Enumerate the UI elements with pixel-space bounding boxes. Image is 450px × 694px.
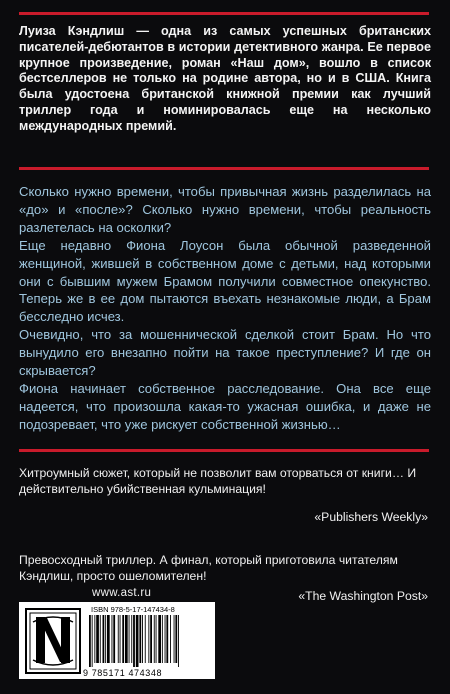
synopsis-paragraph: Фиона начинает собственное расследование. Она все еще надеется, что произошла какая-то ужасная ошибка, и даже не подозревает, что уже рискует собственной жизнью… (19, 380, 431, 432)
synopsis-paragraph: Сколько нужно времени, чтобы привычная жизнь разделилась на «до» и «после»? Сколько нужно времени, чтобы реальность разлетелась на осколки? (19, 184, 431, 235)
author-intro-text: Луиза Кэндлиш — одна из самых успешных британских писателей-дебютантов в истории детективного жанра. Ее первое крупное произведение, роман «Наш дом», вошло в список бестселлеров не только на родине автора, но и в США. Книга была удостоена британской книжной премии как лучший триллер года и номинировалась еще на несколько международных премий. (19, 24, 431, 133)
barcode-bar (178, 615, 179, 667)
review-source: «The Washington Post» (298, 589, 428, 603)
barcode-bar (133, 615, 135, 667)
barcode-bar (113, 615, 115, 663)
barcode-bar (122, 615, 124, 663)
barcode-bar (156, 615, 157, 663)
review-source: «Publishers Weekly» (314, 510, 428, 524)
barcode-digits: 9 785171 474348 (83, 668, 163, 678)
barcode-bar (154, 615, 155, 663)
barcode-bar (105, 615, 106, 663)
barcode-bar (142, 615, 143, 663)
publisher-n-logo-icon (25, 608, 81, 674)
barcode-bar (165, 615, 166, 663)
barcode-bar (145, 615, 146, 663)
isbn-number: ISBN 978-5-17-147434-8 (91, 605, 175, 614)
barcode-bar (162, 615, 163, 663)
barcode-bar (125, 615, 128, 663)
synopsis-paragraph: Очевидно, что за мошеннической сделкой стоит Брам. Но что вынудило его внезапно пойти на такое преступление? И где он скрывается? (19, 327, 431, 379)
barcode-bar (136, 615, 139, 667)
synopsis-paragraph: Еще недавно Фиона Лоусон была обычной разведенной женщиной, жившей в собственном доме с детьми, над которыми они с бывшим мужем Брамом получили совместное опекунство. Теперь же в ее дом пытаются въехать незнакомые люди, а Брам бесследно исчез. (19, 237, 431, 325)
barcode-bar (148, 615, 149, 663)
review-quote: Хитроумный сюжет, который не позволит вам оторваться от книги… И действительно убийственная кульминация! (19, 466, 417, 496)
review-quote: Превосходный триллер. А финал, который приготовила читателям Кэндлиш, просто ошеломителен! (19, 553, 398, 583)
barcode-bar (120, 615, 121, 663)
barcode-bar (131, 615, 132, 663)
middle-red-rule (19, 167, 429, 170)
barcode-bar (94, 615, 95, 663)
top-red-rule (19, 12, 429, 15)
barcode-bar (100, 615, 101, 663)
barcode-bar (150, 615, 152, 663)
barcode-bar (166, 615, 168, 663)
publisher-url: www.ast.ru (92, 587, 152, 599)
ean-barcode (87, 615, 211, 667)
synopsis-block (19, 183, 431, 434)
barcode-bar (118, 615, 119, 663)
barcode-bar (96, 615, 99, 663)
isbn-barcode-panel (19, 602, 215, 679)
barcode-bar (107, 615, 110, 663)
barcode-bar (89, 615, 91, 667)
barcode-bar (174, 615, 175, 663)
barcode-bar (170, 615, 171, 663)
barcode-bar (129, 615, 130, 663)
barcode-bar (103, 615, 105, 663)
barcode-bar (175, 615, 177, 663)
lower-red-rule (19, 449, 429, 452)
barcode-bar (139, 615, 141, 663)
barcode-bar (158, 615, 161, 663)
barcode-bar (112, 615, 113, 663)
barcode-bar (92, 615, 93, 667)
